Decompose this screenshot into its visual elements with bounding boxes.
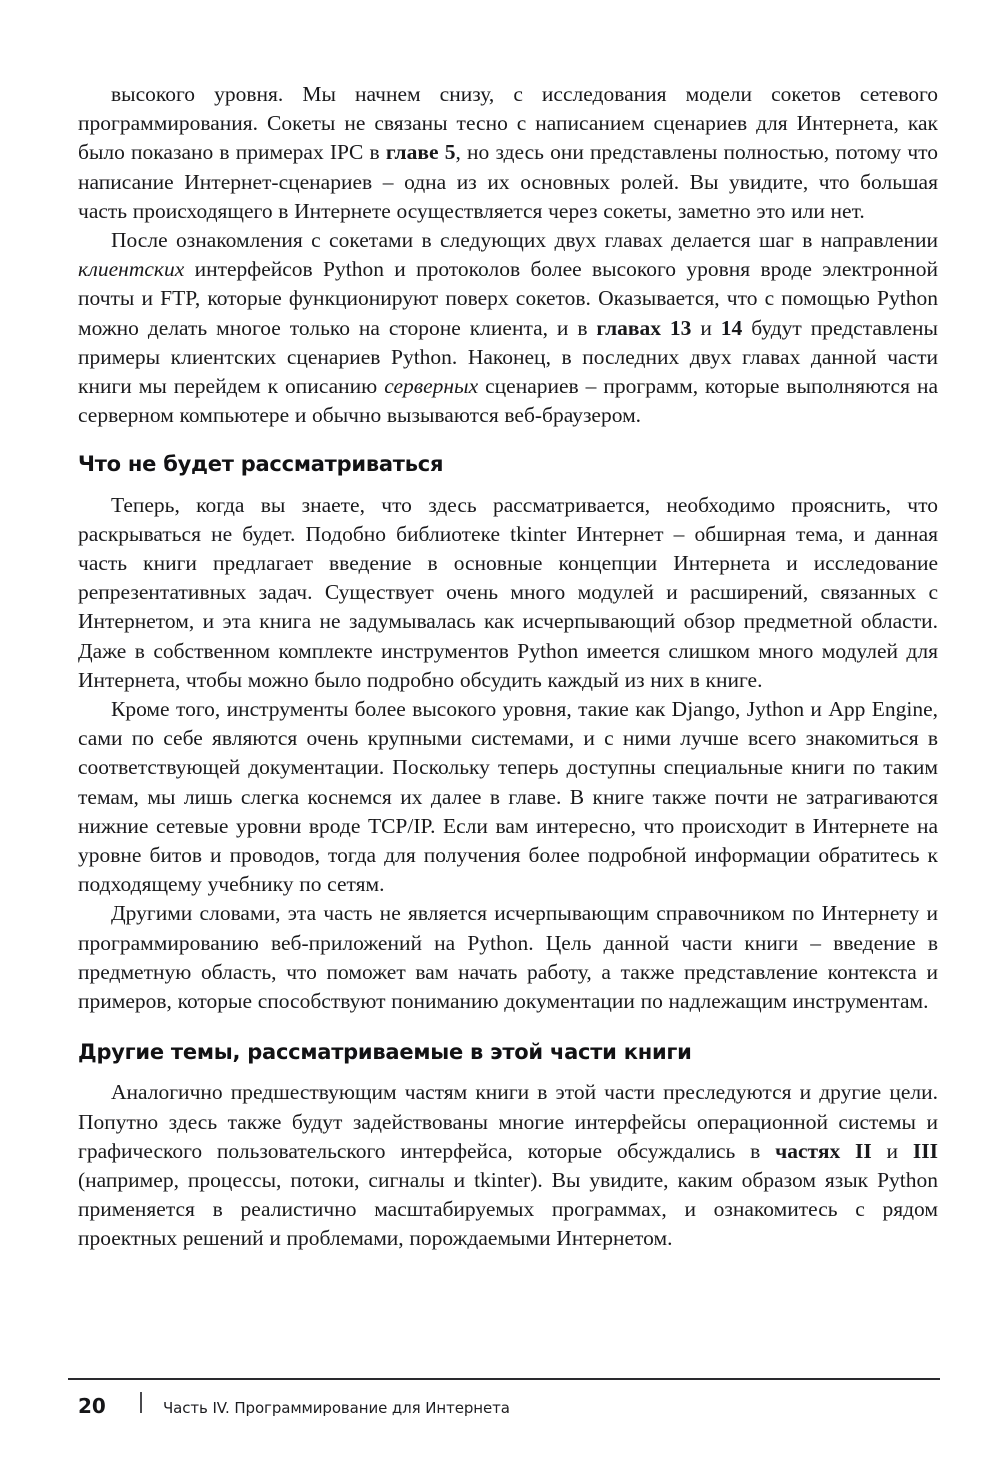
- footer-separator-bar: [140, 1392, 142, 1413]
- par2-run7: будут представлены примеры клиентских сценариев Python. Наконец, в последних двух главах данной части книги мы перейдем к описанию: [78, 315, 938, 399]
- paragraph-sockets-intro: [78, 80, 938, 226]
- par1-chapter-ref: главе 5: [385, 140, 456, 165]
- par1-run1: высокого уровня. Мы начнем снизу, с исследования модели сокетов сетевого программирования. Сокеты не связаны тесно с написанием сценариев для Интернета, как было показано в примерах IPC в: [78, 82, 938, 165]
- par2-chapters-ref: главах 13: [596, 315, 692, 340]
- footer-row: [68, 1394, 940, 1418]
- par2-run1: После ознакомления с сокетами в следующих двух главах делается шаг в направлении: [111, 228, 938, 253]
- heading-block-not-covered: [78, 452, 938, 476]
- par6-run3: и: [871, 1138, 913, 1163]
- par2-run9: сценариев – программ, которые выполняются на серверном компьютере и обычно вызываются веб-браузером.: [78, 374, 938, 428]
- par6-part-iii-ref: III: [912, 1138, 938, 1163]
- footer-part-title: Часть IV. Программирование для Интернета: [163, 1398, 510, 1417]
- paragraph-client-interfaces: [78, 226, 938, 430]
- section-heading-other-topics: Другие темы, рассматриваемые в этой части книги: [78, 1040, 692, 1065]
- footer-page-number: 20: [78, 1393, 106, 1418]
- par1-run3: , но здесь они представлены полностью, потому что написание Интернет-сценариев – одна из их основных ролей. Вы увидите, что большая часть происходящего в Интернете осуществляется через сокеты, заметно это или нет.: [78, 140, 938, 223]
- heading-block-other-topics: [78, 1040, 938, 1064]
- footer-divider-rule: [68, 1378, 940, 1380]
- par6-parts-ref: частях II: [775, 1138, 872, 1163]
- paragraph-other-goals: [78, 1078, 938, 1253]
- par2-run3: интерфейсов Python и протоколов более высокого уровня вроде электронной почты и FTP, которые функционируют поверх сокетов. Оказывается, что с помощью Python можно делать многое только на стороне клиента, и в: [78, 257, 938, 340]
- par2-emphasis-server: серверных: [384, 374, 479, 399]
- par6-run1: Аналогично предшествующим частям книги в этой части преследуются и другие цели. Попутно здесь также будут задействованы многие интерфейсы операционной системы и графического пользовательского интерфейса, которые обсуждались в: [78, 1080, 938, 1163]
- paragraph-high-level-tools: Кроме того, инструменты более высокого уровня, такие как Django, Jython и App Engine, сами по себе являются очень крупными системами, и с ними лучше всего знакомиться в соответствующей документации. Поскольку теперь доступны специальные книги по таким темам, мы лишь слегка коснемся их далее в главе. В книге также почти не затрагиваются нижние сетевые уровни вроде TCP/IP. Если вам интересно, что происходит в Интернете на уровне битов и проводов, тогда для получения более подробной информации обратитесь к подходящему учебнику по сетям.: [78, 697, 938, 897]
- par2-emphasis-client: клиентских: [78, 257, 185, 282]
- paragraph-not-a-reference: Другими словами, эта часть не является исчерпывающим справочником по Интернету и программированию веб-приложений на Python. Цель данной части книги – введение в предметную область, что поможет вам начать работу, а также представление контекста и примеров, которые способствуют пониманию документации по надлежащим инструментам.: [78, 901, 938, 1014]
- section-heading-not-covered: Что не будет рассматриваться: [78, 452, 444, 477]
- par6-run5: (например, процессы, потоки, сигналы и tkinter). Вы увидите, каким образом язык Python применяется в реалистично масштабируемых программах, и ознакомитесь с рядом проектных решений и проблемами, порождаемыми Интернетом.: [78, 1167, 938, 1251]
- par2-chapter-14-ref: 14: [720, 315, 743, 340]
- paragraph-scope-clarification: Теперь, когда вы знаете, что здесь рассматривается, необходимо прояснить, что раскрываться не будет. Подобно библиотеке tkinter Интернет – обширная тема, и данная часть книги предлагает введение в основные концепции Интернета и исследование репрезентативных задач. Существует очень много модулей и расширений, связанных с Интернетом, и эта книга не задумывалась как исчерпывающий обзор предметной области. Даже в собственном комплекте инструментов Python имеется слишком много модулей для Интернета, чтобы можно было подробно обсудить каждый из них в книге.: [78, 492, 938, 692]
- par2-run5: и: [691, 315, 721, 340]
- page-content: [78, 80, 938, 1254]
- page-footer: [68, 1378, 940, 1418]
